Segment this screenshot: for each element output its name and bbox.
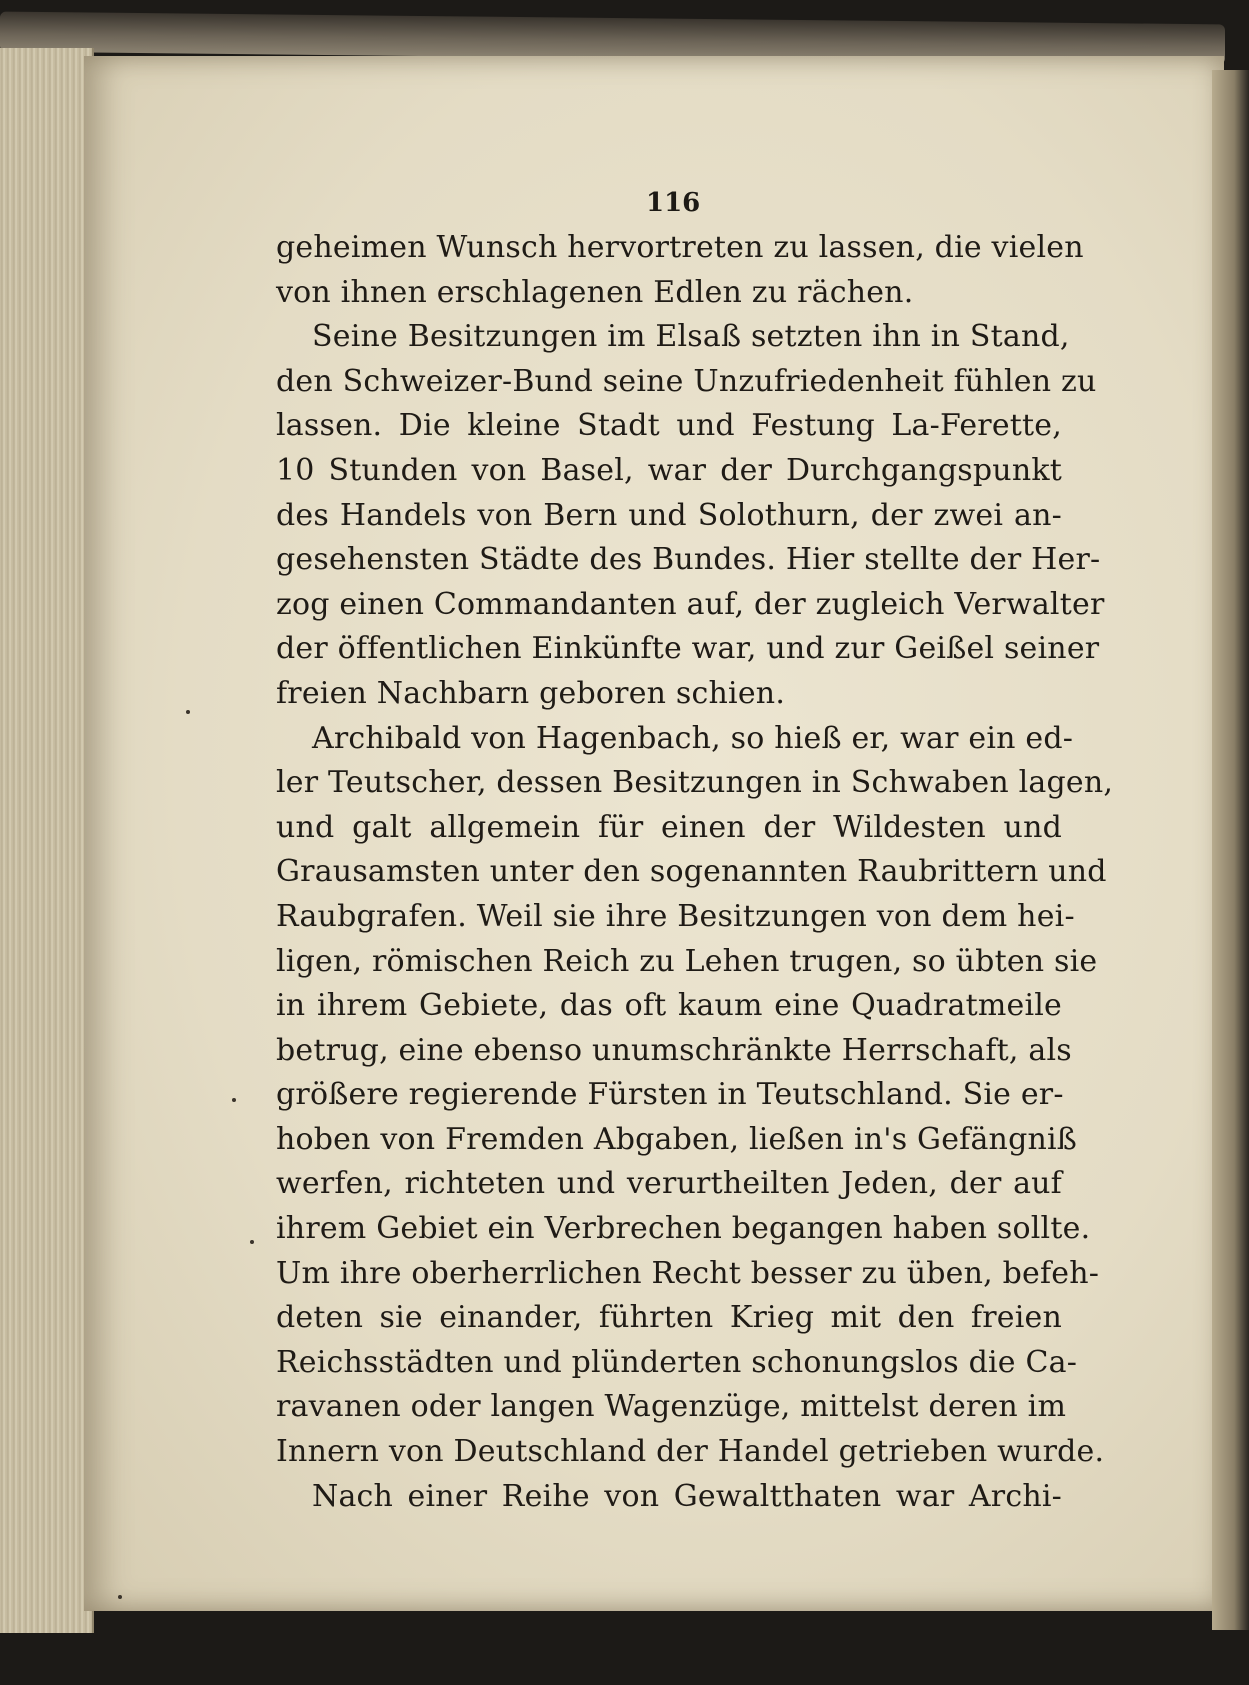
- text-line: 10 Stunden von Basel, war der Durchgangspunkt: [276, 452, 1062, 488]
- paper-speck: [118, 1595, 122, 1599]
- page-edges-left: [0, 48, 94, 1633]
- text-line: den Schweizer-Bund seine Unzufriedenheit fühlen zu: [276, 363, 1097, 399]
- page-number: 116: [646, 188, 701, 218]
- text-line: Seine Besitzungen im Elsaß setzten ihn in Stand,: [312, 319, 1070, 355]
- text-line: gesehensten Städte des Bundes. Hier stellte der Her-: [276, 542, 1101, 578]
- page-edge-right: [1212, 70, 1249, 1630]
- paper-speck: [232, 1098, 236, 1102]
- text-line: des Handels von Bern und Solothurn, der zwei an-: [276, 497, 1062, 533]
- text-line: und galt allgemein für einen der Wildesten und: [276, 809, 1062, 845]
- text-line: Reichsstädten und plünderten schonungslos die Ca-: [276, 1344, 1078, 1380]
- text-line: Raubgrafen. Weil sie ihre Besitzungen von dem hei-: [276, 898, 1075, 934]
- text-line: ligen, römischen Reich zu Lehen trugen, so übten sie: [276, 943, 1098, 979]
- text-line: geheimen Wunsch hervortreten zu lassen, die vielen: [276, 230, 1084, 265]
- text-line: freien Nachbarn geboren schien.: [276, 675, 786, 711]
- paper-speck: [186, 710, 190, 714]
- text-line: ihrem Gebiet ein Verbrechen begangen haben sollte.: [276, 1211, 1091, 1247]
- text-line: zog einen Commandanten auf, der zugleich Verwalter: [276, 586, 1105, 622]
- text-line: von ihnen erschlagenen Edlen zu rächen.: [276, 274, 914, 310]
- paper-speck: [250, 1240, 254, 1244]
- text-line: Grausamsten unter den sogenannten Raubrittern und: [276, 854, 1107, 890]
- text-line: in ihrem Gebiete, das oft kaum eine Quadratmeile: [276, 988, 1062, 1024]
- text-line: hoben von Fremden Abgaben, ließen in's Gefängniß: [276, 1121, 1078, 1157]
- text-line: betrug, eine ebenso unumschränkte Herrschaft, als: [276, 1032, 1072, 1068]
- text-line: deten sie einander, führten Krieg mit den freien: [276, 1300, 1062, 1336]
- text-line: Nach einer Reihe von Gewaltthaten war Archi-: [312, 1478, 1062, 1514]
- text-line: Um ihre oberherrlichen Recht besser zu üben, befeh-: [276, 1255, 1100, 1291]
- text-line: Innern von Deutschland der Handel getrieben wurde.: [276, 1434, 1105, 1470]
- text-line: ravanen oder langen Wagenzüge, mittelst deren im: [276, 1389, 1067, 1425]
- text-line: Archibald von Hagenbach, so hieß er, war ein ed-: [312, 720, 1074, 756]
- text-line: lassen. Die kleine Stadt und Festung La-Ferette,: [276, 408, 1062, 444]
- text-line: größere regierende Fürsten in Teutschland. Sie er-: [276, 1077, 1064, 1113]
- body-text: [276, 226, 1114, 1519]
- text-line: werfen, richteten und verurtheilten Jeden, der auf: [276, 1166, 1062, 1202]
- text-line: ler Teutscher, dessen Besitzungen in Schwaben lagen,: [276, 765, 1114, 801]
- text-line: der öffentlichen Einkünfte war, und zur Geißel seiner: [276, 631, 1100, 667]
